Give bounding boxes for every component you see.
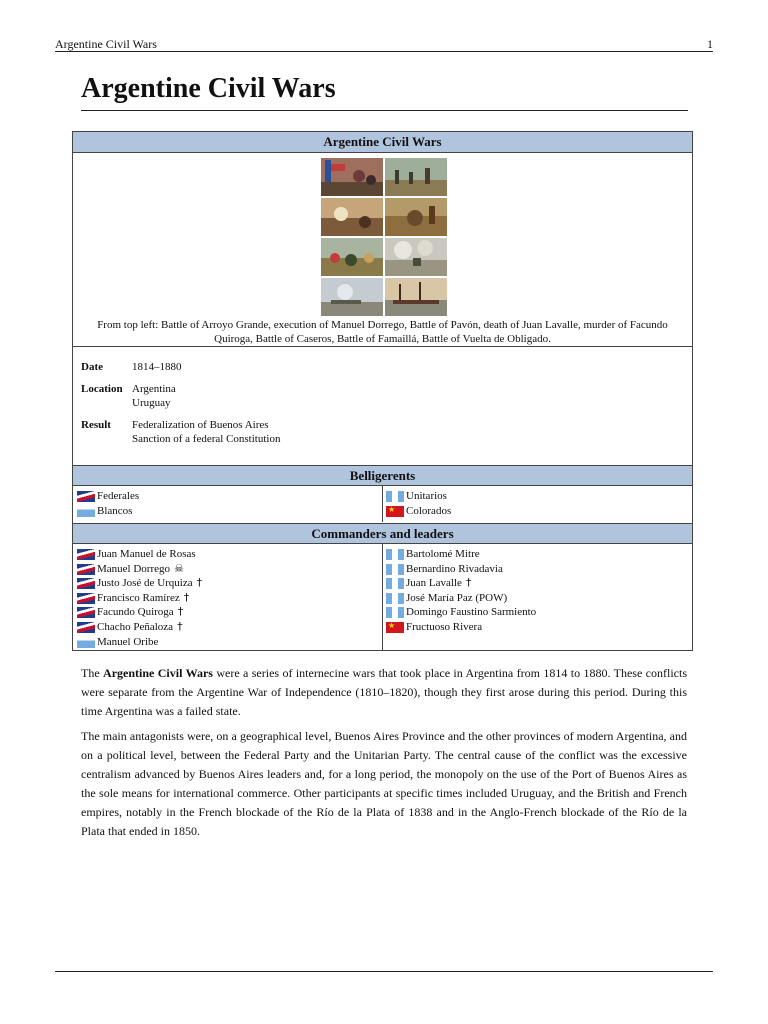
executed-skull-icon: ☠ <box>174 561 184 575</box>
dagger-icon: † <box>196 576 203 590</box>
commander-item <box>75 605 379 620</box>
infobox-divider <box>73 346 692 347</box>
federal-flag-icon <box>77 549 95 560</box>
dagger-icon: † <box>177 619 183 633</box>
battle-image-1 <box>321 158 383 196</box>
commander-name: Chacho Peñaloza <box>97 620 174 633</box>
belligerent-item <box>384 489 684 504</box>
blancos-flag-icon <box>77 506 95 517</box>
commander-name: Juan Lavalle <box>406 577 462 590</box>
belligerent-item <box>384 504 684 519</box>
commander-name: Bernardino Rivadavia <box>406 562 503 575</box>
article-body <box>81 664 687 847</box>
blancos-flag-icon <box>77 637 95 648</box>
belligerent-name: Colorados <box>406 504 452 517</box>
commander-name: José María Paz (POW) <box>406 591 508 604</box>
belligerent-name: Unitarios <box>406 490 447 502</box>
commander-name: Bartolomé Mitre <box>406 548 480 560</box>
running-header <box>55 37 713 52</box>
commander-item <box>75 562 379 577</box>
unitarios-flag-icon <box>386 607 404 618</box>
commander-item <box>384 605 684 620</box>
colorados-flag-icon <box>386 506 404 517</box>
date-label: Date <box>81 361 103 373</box>
federal-flag-icon <box>77 593 95 604</box>
unitarios-flag-icon <box>386 491 404 502</box>
commander-item <box>75 576 379 591</box>
infobox <box>72 131 693 651</box>
battle-image-7 <box>321 278 383 316</box>
paragraph-antagonists: The main antagonists were, on a geographical level, Buenos Aires Province and the other provinces of modern Argentina, and on a political level, between the Federal Party and the Unitarian Party. The central cause of the conflict was the excessive centralism advanced by Buenos Aires leaders and, for a long period, the monopoly on the use of the Port of Buenos Aires as the sole means for international commerce. Other participants at specific times included Uruguay, and the British and French empires, notably in the French blockade of the Río de la Plata of 1838 and in the Anglo-French blockade of the Río de la Plata that ended in 1850. <box>81 729 687 838</box>
federal-flag-icon <box>77 622 95 633</box>
battle-image-6 <box>385 238 447 276</box>
federal-flag-icon <box>77 564 95 575</box>
dagger-icon: † <box>465 576 472 590</box>
belligerent-item <box>75 504 379 519</box>
commander-item <box>384 547 684 562</box>
belligerents-left <box>75 489 379 518</box>
dagger-icon: † <box>177 605 184 619</box>
commander-name: Manuel Oribe <box>97 635 159 648</box>
paragraph-intro <box>81 664 687 721</box>
unitarios-flag-icon <box>386 549 404 560</box>
commander-name: Francisco Ramírez <box>97 591 180 604</box>
location-label: Location <box>81 383 123 395</box>
page-number: 1 <box>707 37 713 51</box>
federal-flag-icon <box>77 491 95 502</box>
commander-name: Justo José de Urquiza <box>97 577 193 590</box>
belligerents-heading: Belligerents <box>73 465 692 486</box>
unitarios-flag-icon <box>386 578 404 589</box>
result-label: Result <box>81 419 111 431</box>
federal-flag-icon <box>77 578 95 589</box>
commanders-right <box>384 547 684 635</box>
commander-item <box>75 620 379 635</box>
battle-image-4 <box>385 198 447 236</box>
infobox-heading: Argentine Civil Wars <box>73 132 692 153</box>
battle-image-3 <box>321 198 383 236</box>
unitarios-flag-icon <box>386 593 404 604</box>
infobox-caption: From top left: Battle of Arroyo Grande, execution of Manuel Dorrego, Battle of Pavón, death of Juan Lavalle, murder of Facundo Quiroga, Battle of Caseros, Battle of Famaillá, Battle of Vuelta de Obligado. <box>97 319 668 345</box>
column-divider <box>382 544 383 650</box>
belligerent-name: Blancos <box>97 504 133 517</box>
battle-image-5 <box>321 238 383 276</box>
battle-image-2 <box>385 158 447 196</box>
battle-image-8 <box>385 278 447 316</box>
commander-name: Facundo Quiroga <box>97 606 174 619</box>
commander-item <box>384 591 684 606</box>
belligerent-item <box>75 489 379 504</box>
result-value: Sanction of a federal Constitution <box>132 433 281 445</box>
commander-name: Manuel Dorrego <box>97 562 171 575</box>
intro-text-start: The <box>81 666 104 680</box>
commander-name: Fructuoso Rivera <box>406 620 483 633</box>
footer-rule <box>55 971 713 972</box>
commander-item <box>384 576 684 591</box>
location-value: Uruguay <box>132 397 171 409</box>
column-divider <box>382 486 383 522</box>
intro-bold-term: Argentine Civil Wars <box>103 666 213 680</box>
belligerent-name: Federales <box>97 490 140 502</box>
running-header-title: Argentine Civil Wars <box>55 37 157 51</box>
title-rule <box>81 110 688 111</box>
commander-item <box>384 620 684 635</box>
federal-flag-icon <box>77 607 95 618</box>
result-value: Federalization of Buenos Aires <box>132 419 269 431</box>
dagger-icon: † <box>183 590 190 604</box>
commander-name: Juan Manuel de Rosas <box>97 548 196 560</box>
belligerents-right <box>384 489 684 518</box>
date-value: 1814–1880 <box>132 361 182 373</box>
commander-name: Domingo Faustino Sarmiento <box>406 606 537 619</box>
battle-image-collage <box>321 158 447 314</box>
unitarios-flag-icon <box>386 564 404 575</box>
commander-item <box>75 635 379 650</box>
colorados-flag-icon <box>386 622 404 633</box>
commander-item <box>75 547 379 562</box>
commanders-heading: Commanders and leaders <box>73 523 692 544</box>
location-value: Argentina <box>132 383 176 395</box>
page-title: Argentine Civil Wars <box>81 73 336 104</box>
commanders-left <box>75 547 379 649</box>
commander-item <box>384 562 684 577</box>
intro-text-end: were a series of internecine wars that took place in Argentina from 1814 to 1880. These conflicts were separate from the Argentine War of Independence (1810–1820), though they first arose during this period. During this time Argentina was a failed state. <box>81 666 687 718</box>
commander-item <box>75 591 379 606</box>
